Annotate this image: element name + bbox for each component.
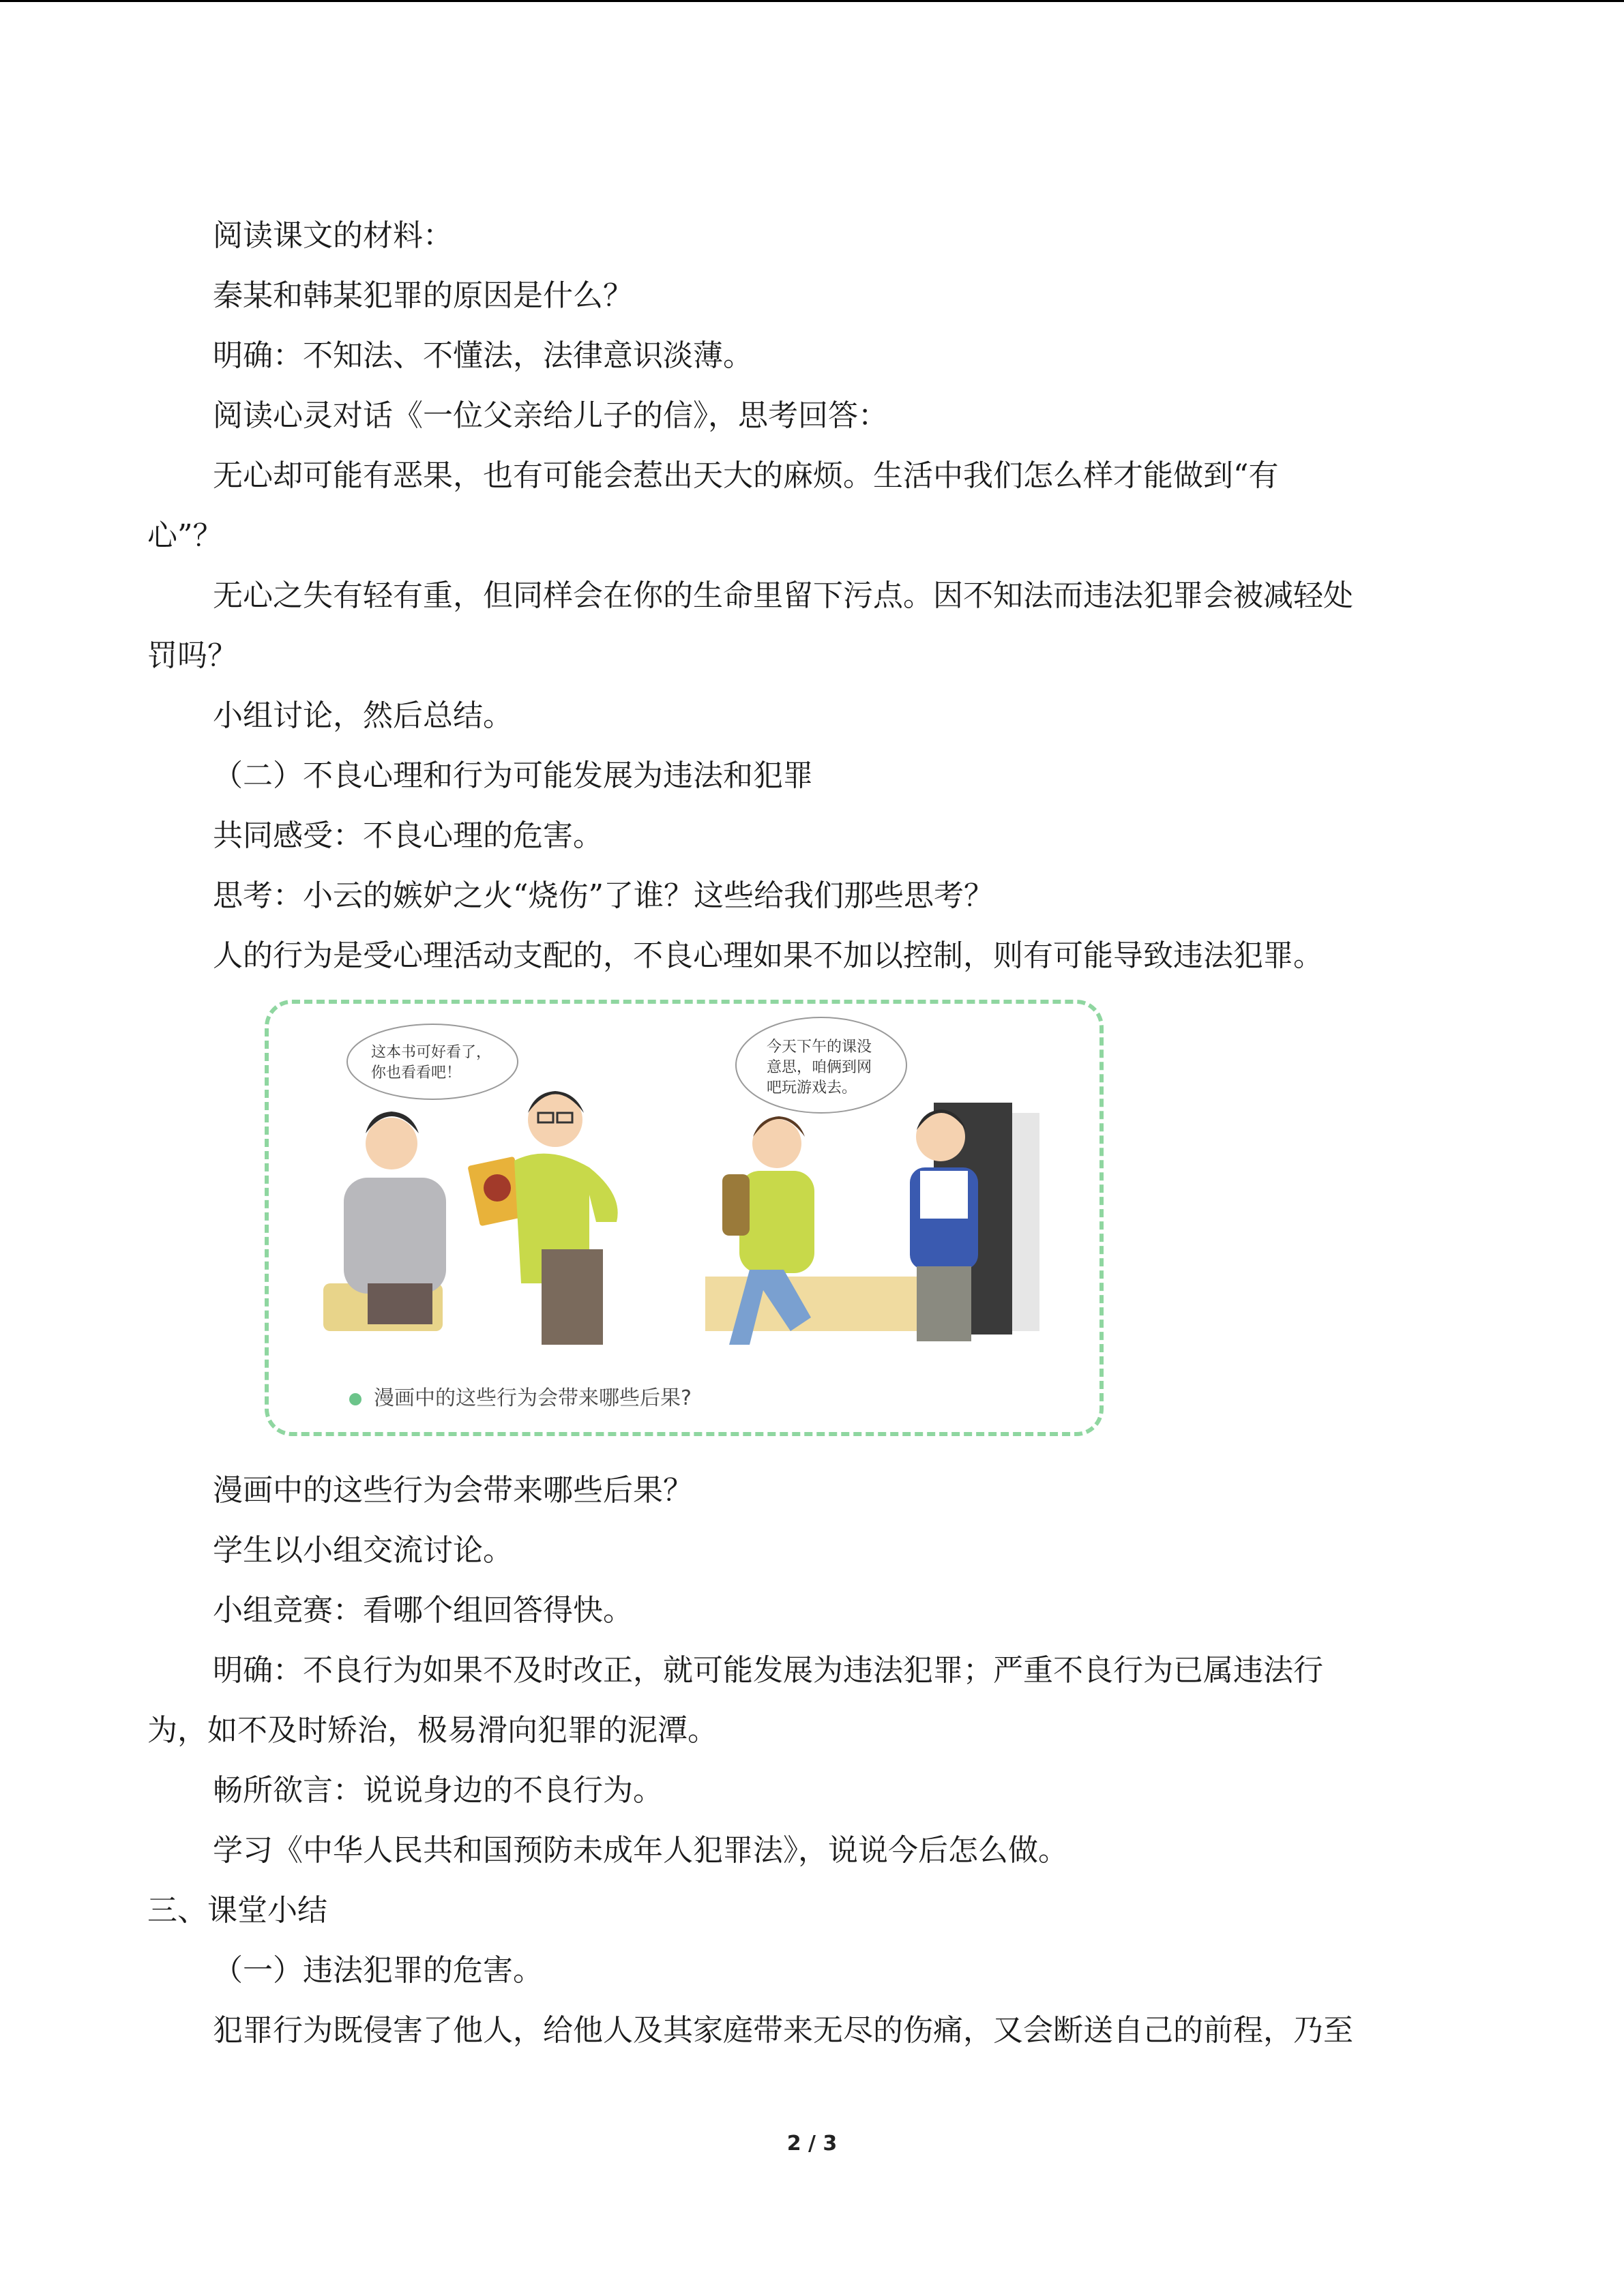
bubble-right-line3: 吧玩游戏去。 xyxy=(767,1079,857,1097)
figure-caption xyxy=(349,1381,692,1411)
paragraph: 无心之失有轻有重，但同样会在你的生命里留下污点。因不知法而违法犯罪会被减轻处 xyxy=(213,578,1353,613)
paragraph: 阅读课文的材料： xyxy=(213,218,453,253)
paragraph: 思考：小云的嫉妒之火“烧伤”了谁？这些给我们那些思考？ xyxy=(213,878,994,913)
paragraph: 学生以小组交流讨论。 xyxy=(213,1533,513,1568)
paragraph: 为，如不及时矫治，极易滑向犯罪的泥潭。 xyxy=(147,1713,718,1748)
comic-drawing xyxy=(269,1004,1099,1432)
paragraph: 共同感受：不良心理的危害。 xyxy=(213,818,603,853)
section-heading: （二）不良心理和行为可能发展为违法和犯罪 xyxy=(213,758,813,793)
figure-caption-text: 漫画中的这些行为会带来哪些后果? xyxy=(374,1386,692,1410)
paragraph: 阅读心灵对话《一位父亲给儿子的信》，思考回答： xyxy=(213,398,888,433)
paragraph: 明确：不知法、不懂法，法律意识淡薄。 xyxy=(213,338,753,373)
paragraph: 犯罪行为既侵害了他人，给他人及其家庭带来无尽的伤痛，又会断送自己的前程，乃至 xyxy=(213,2013,1353,2048)
paragraph: 秦某和韩某犯罪的原因是什么？ xyxy=(213,278,633,313)
subsection-heading: （一）违法犯罪的危害。 xyxy=(213,1953,543,1988)
section-heading: 三、课堂小结 xyxy=(147,1893,327,1928)
paragraph: 畅所欲言：说说身边的不良行为。 xyxy=(213,1773,663,1808)
bubble-left-line1: 这本书可好看了， xyxy=(371,1044,492,1061)
paragraph: 小组讨论，然后总结。 xyxy=(213,698,513,733)
paragraph: 心”？ xyxy=(147,518,223,553)
bubble-right-line2: 意思，咱俩到网 xyxy=(767,1059,872,1076)
top-border xyxy=(0,0,1624,2)
paragraph: 明确：不良行为如果不及时改正，就可能发展为违法犯罪；严重不良行为已属违法行 xyxy=(213,1653,1323,1688)
bubble-right-line1: 今天下午的课没 xyxy=(767,1039,872,1056)
paragraph: 人的行为是受心理活动支配的，不良心理如果不加以控制，则有可能导致违法犯罪。 xyxy=(213,938,1323,973)
page-number: 2 / 3 xyxy=(786,2132,838,2156)
paragraph: 漫画中的这些行为会带来哪些后果？ xyxy=(213,1473,693,1508)
paragraph: 罚吗？ xyxy=(147,638,237,673)
bullet-icon xyxy=(349,1393,361,1405)
paragraph: 小组竞赛：看哪个组回答得快。 xyxy=(213,1593,633,1628)
paragraph: 学习《中华人民共和国预防未成年人犯罪法》，说说今后怎么做。 xyxy=(213,1833,1068,1868)
paragraph: 无心却可能有恶果，也有可能会惹出天大的麻烦。生活中我们怎么样才能做到“有 xyxy=(213,458,1279,493)
comic-illustration xyxy=(265,1000,1104,1436)
bubble-left-line2: 你也看看吧！ xyxy=(371,1064,462,1082)
